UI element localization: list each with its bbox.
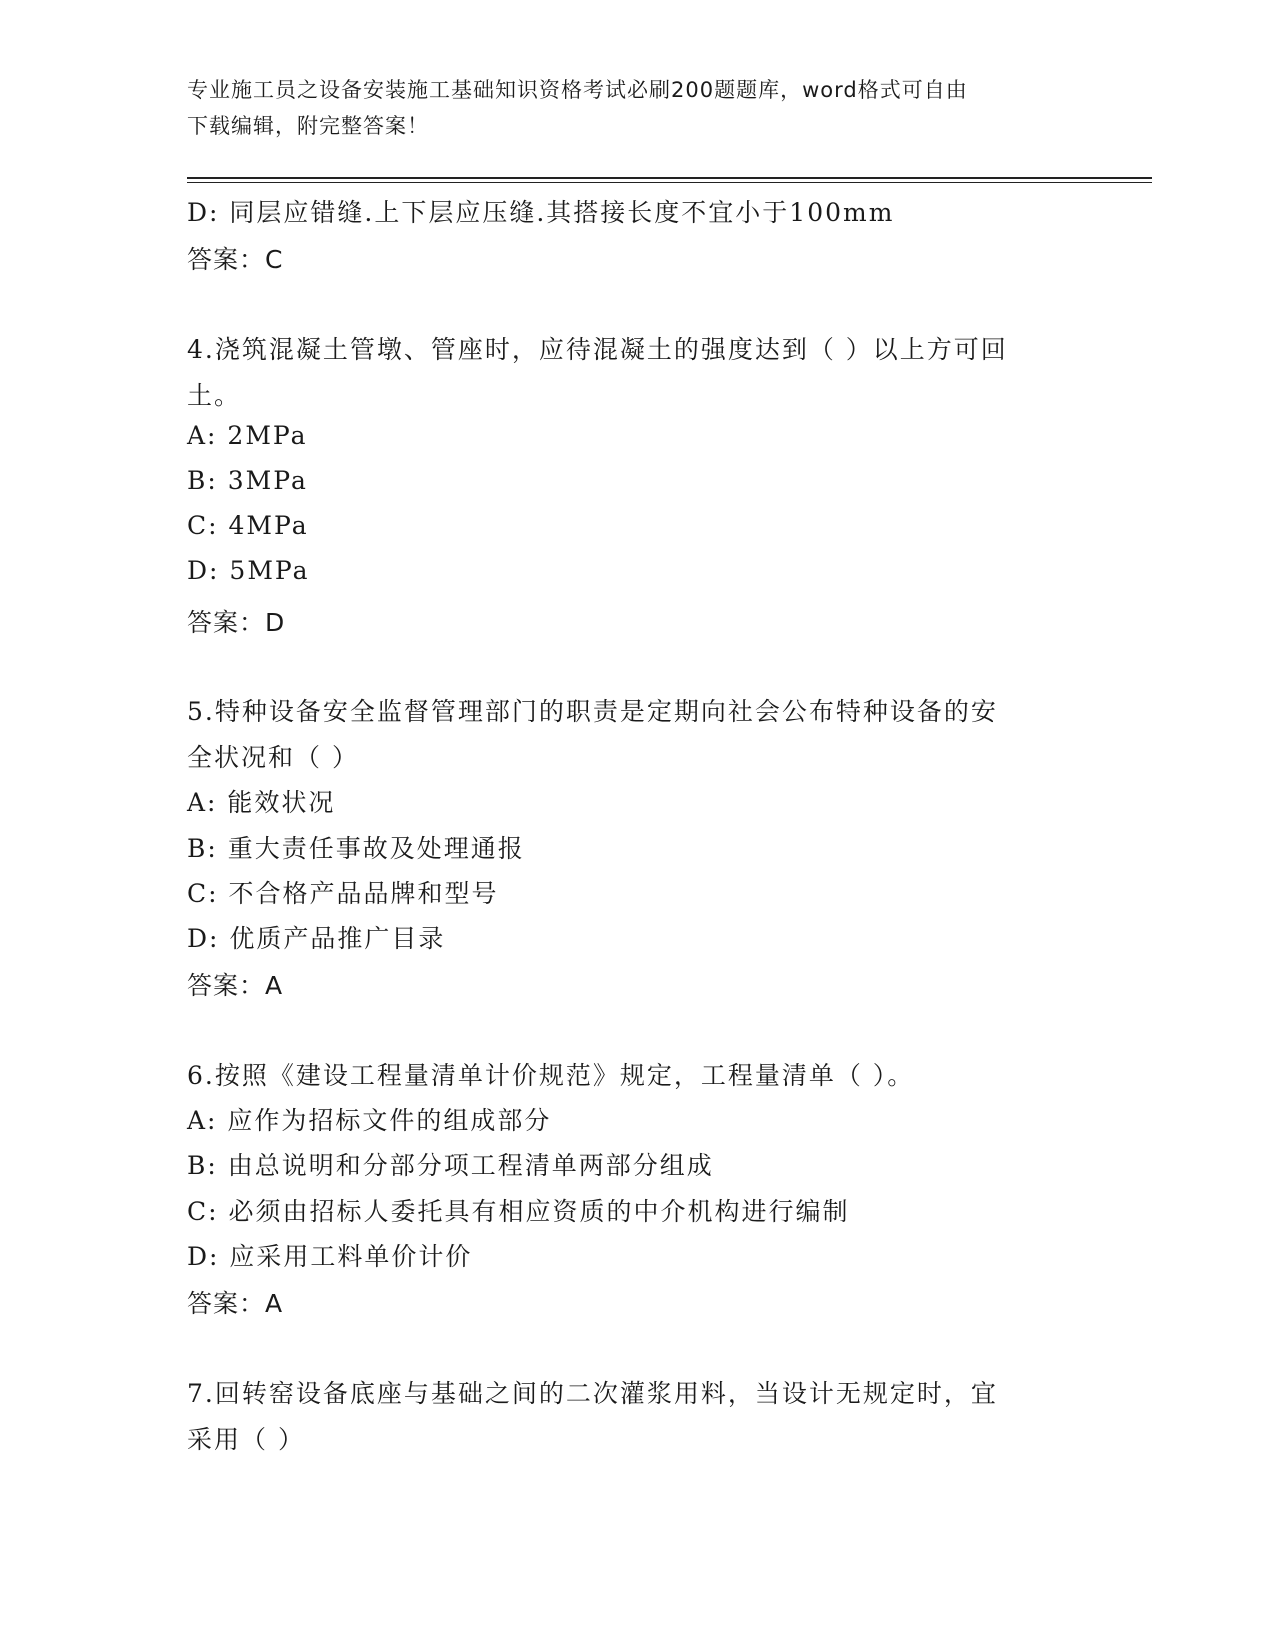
q5-stem-line-2: 全状况和（ ） bbox=[187, 743, 359, 772]
q4-option-c: C: 4MPa bbox=[187, 511, 309, 540]
q4-stem-line-2: 土。 bbox=[187, 381, 242, 410]
q5-option-c: C: 不合格产品品牌和型号 bbox=[187, 879, 499, 908]
q5-option-a: A: 能效状况 bbox=[187, 788, 336, 817]
header-line-1: 专业施工员之设备安装施工基础知识资格考试必刷200题题库，word格式可自由 bbox=[187, 78, 968, 102]
q6-option-d: D: 应采用工料单价计价 bbox=[187, 1242, 473, 1271]
q3-option-d: D: 同层应错缝.上下层应压缝.其搭接长度不宜小于100mm bbox=[187, 198, 895, 227]
q4-answer: 答案：D bbox=[187, 608, 286, 637]
q4-option-b: B: 3MPa bbox=[187, 466, 308, 495]
q6-answer: 答案：A bbox=[187, 1289, 284, 1318]
q6-option-b: B: 由总说明和分部分项工程清单两部分组成 bbox=[187, 1151, 714, 1180]
q5-option-d: D: 优质产品推广目录 bbox=[187, 924, 446, 953]
q6-option-a: A: 应作为招标文件的组成部分 bbox=[187, 1106, 552, 1135]
q5-stem-line-1: 5.特种设备安全监督管理部门的职责是定期向社会公布特种设备的安 bbox=[187, 697, 998, 726]
q7-stem-line-2: 采用（ ） bbox=[187, 1425, 305, 1454]
q3-answer: 答案：C bbox=[187, 245, 284, 274]
header-rule-thin bbox=[187, 182, 1152, 183]
q5-option-b: B: 重大责任事故及处理通报 bbox=[187, 834, 525, 863]
header-line-2: 下载编辑，附完整答案！ bbox=[187, 114, 429, 138]
q6-option-c: C: 必须由招标人委托具有相应资质的中介机构进行编制 bbox=[187, 1197, 850, 1226]
q6-stem-line-1: 6.按照《建设工程量清单计价规范》规定，工程量清单（ ）。 bbox=[187, 1061, 915, 1090]
q4-option-d: D: 5MPa bbox=[187, 556, 310, 585]
q4-stem-line-1: 4.浇筑混凝土管墩、管座时，应待混凝土的强度达到（ ）以上方可回 bbox=[187, 335, 1008, 364]
document-header bbox=[187, 72, 1087, 144]
header-rule-thick bbox=[187, 177, 1152, 179]
q7-stem-line-1: 7.回转窑设备底座与基础之间的二次灌浆用料，当设计无规定时，宜 bbox=[187, 1379, 998, 1408]
q4-option-a: A: 2MPa bbox=[187, 421, 308, 450]
q5-answer: 答案：A bbox=[187, 971, 284, 1000]
